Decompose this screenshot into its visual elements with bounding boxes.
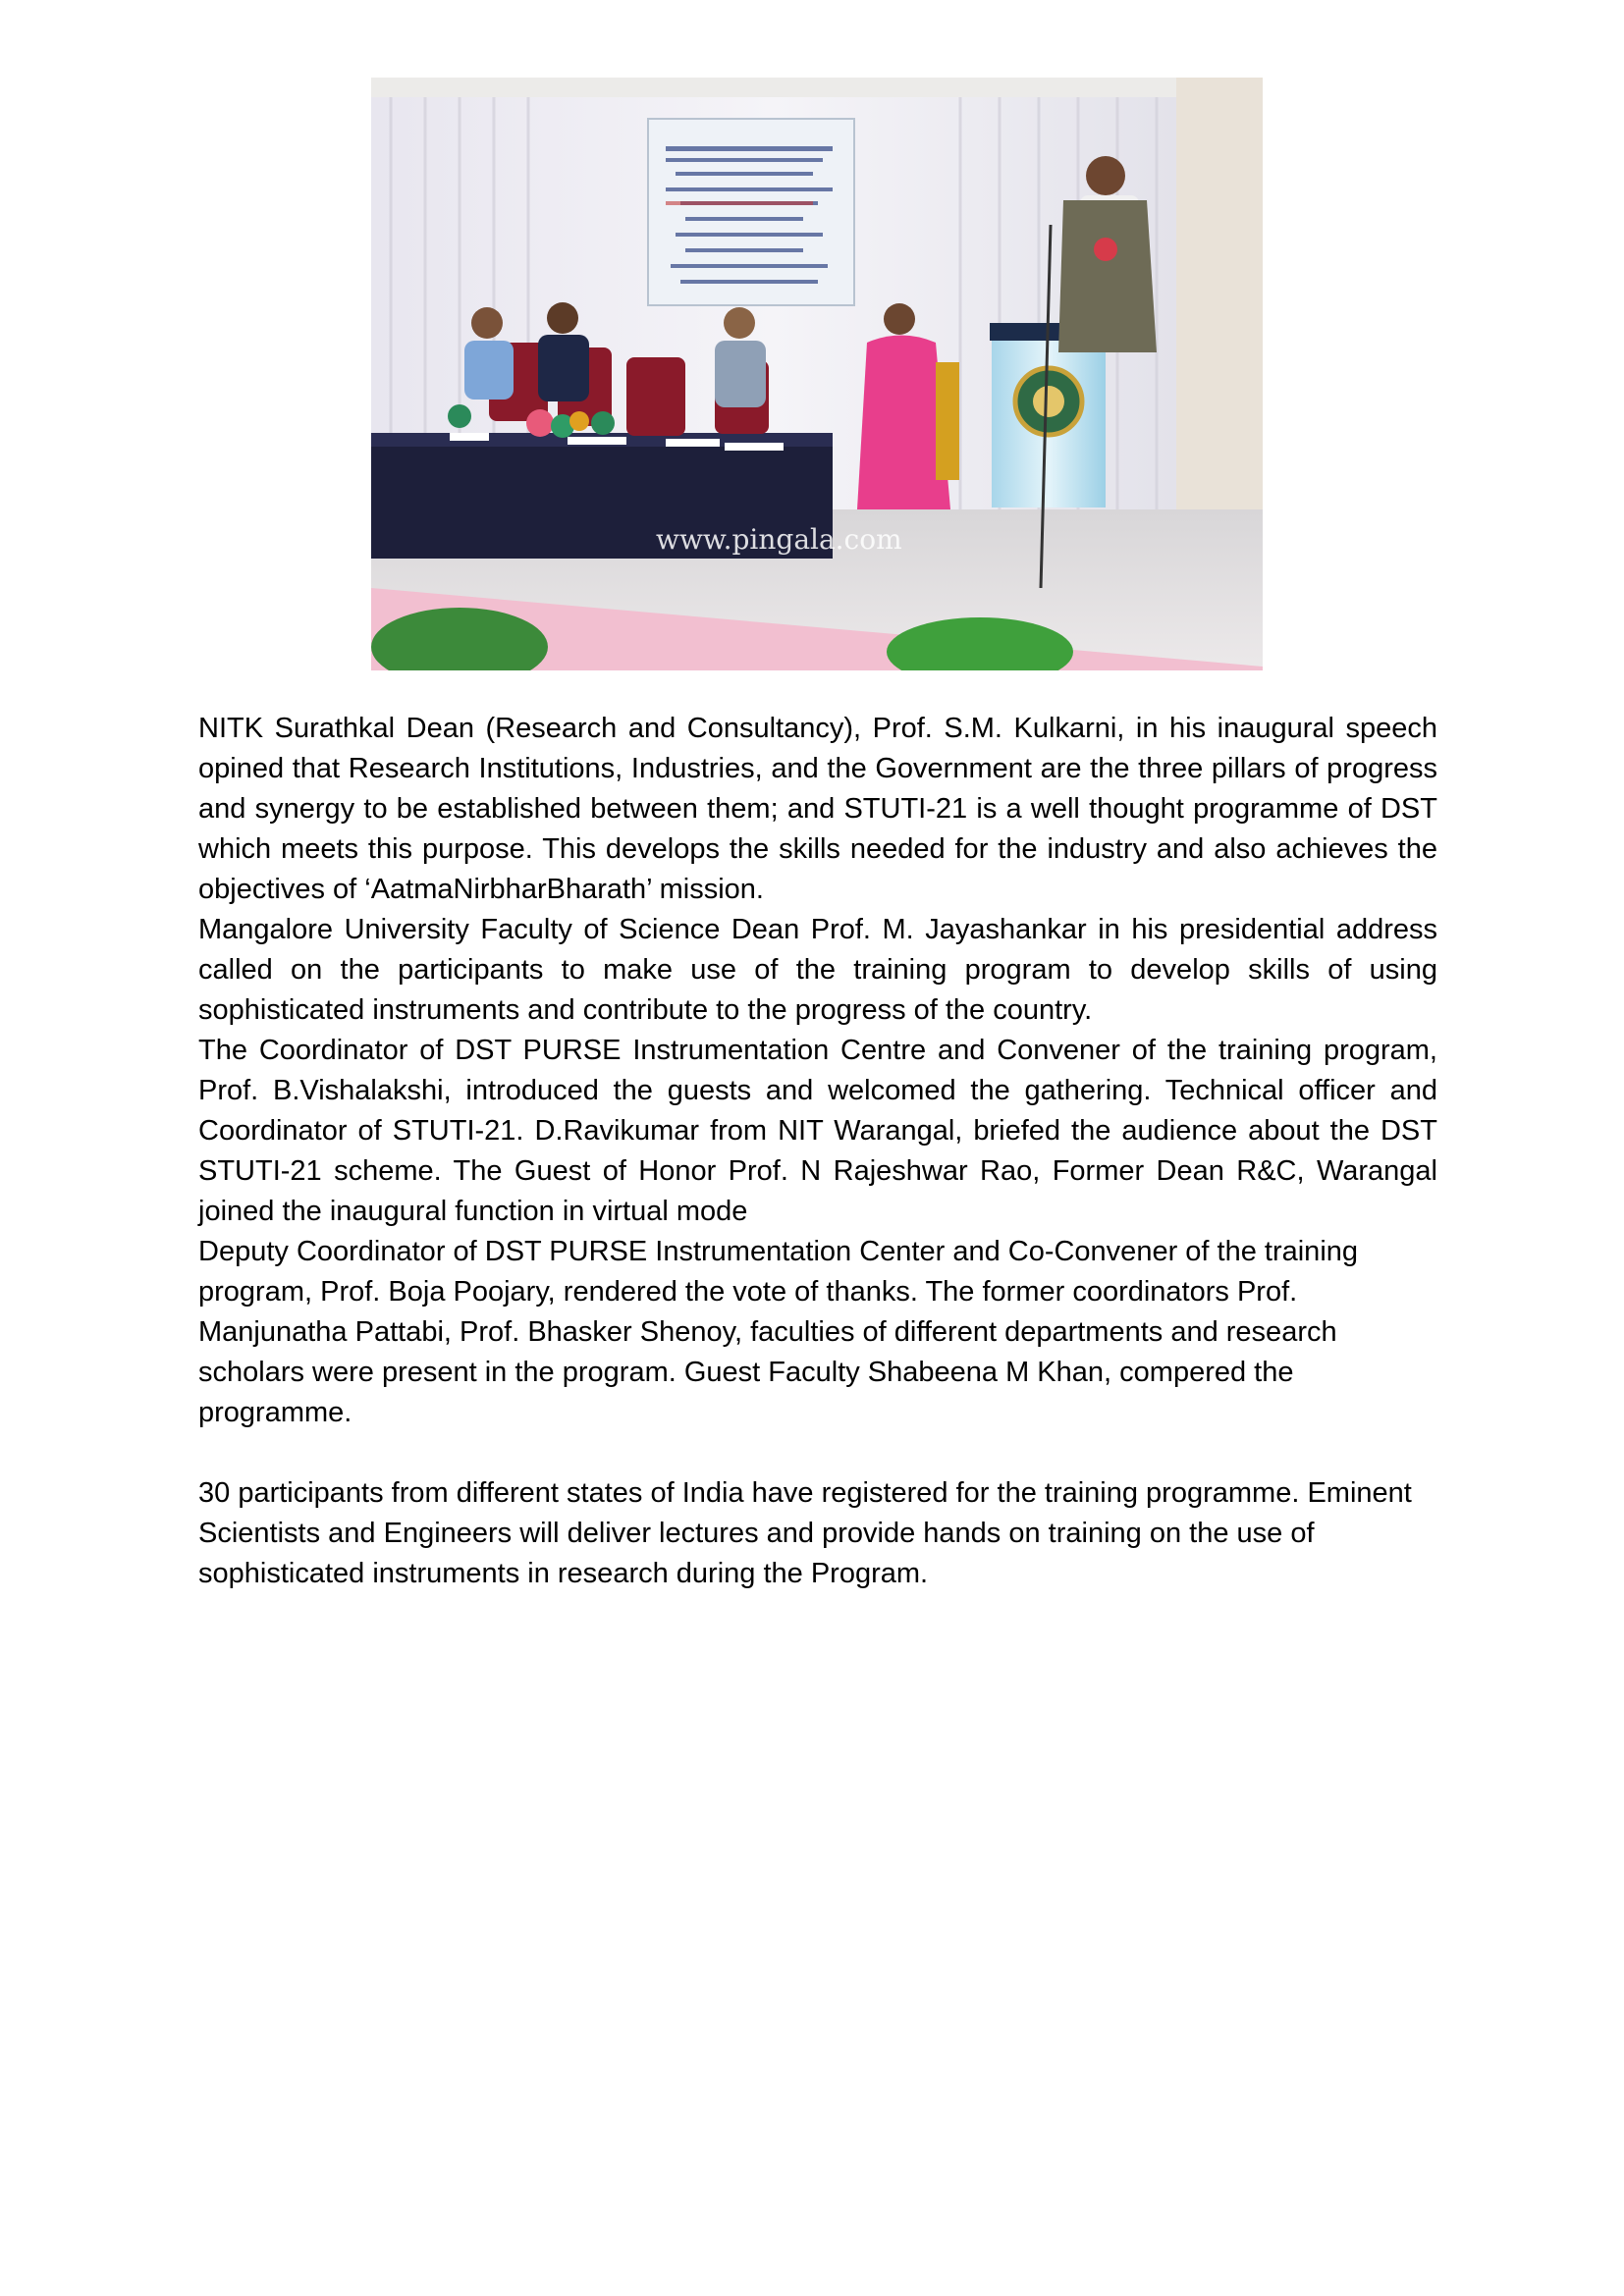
paragraph-welcome-and-scheme: The Coordinator of DST PURSE Instrumentation Centre and Convener of the training program, Prof. B.Vishalakshi, introduced the guests and welcomed the gathering. Technical officer and Coordinator of STUTI-21. D.Ravikumar from NIT Warangal, briefed the audience about the DST STUTI-21 scheme. The Guest of Honor Prof. N Rajeshwar Rao, Former Dean R&C, Warangal joined the inaugural function in virtual mode [198,1035,1437,1227]
paragraph-presidential-address: Mangalore University Faculty of Science Dean Prof. M. Jayashankar in his presidential address called on the participants to make use of the training program to develop skills of using sophisticated instruments and contribute to the progress of the country. [198,914,1437,1026]
paragraph-vote-of-thanks: Deputy Coordinator of DST PURSE Instrumentation Center and Co-Convener of the training program, Prof. Boja Poojary, rendered the vote of thanks. The former coordinators Prof. Manjunatha Pattabi, Prof. Bhasker Shenoy, faculties of different departments and research scholars were present in the program. Guest Faculty Shabeena M Khan, compered the programme. [198,1236,1359,1428]
event-photo-illustration [371,78,1263,670]
event-photo [371,78,1263,670]
photo-watermark: www.pingala.com [656,523,902,556]
article-body [198,709,1437,1594]
paragraph-inaugural-speech: NITK Surathkal Dean (Research and Consultancy), Prof. S.M. Kulkarni, in his inaugural speech opined that Research Institutions, Industries, and the Government are the three pillars of progress and synergy to be established between them; and STUTI-21 is a well thought programme of DST which meets this purpose. This develops the skills needed for the industry and also achieves the objectives of ‘AatmaNirbharBharath’ mission. [198,713,1437,905]
paragraph-participants: 30 participants from different states of India have registered for the training programme. Eminent Scientists and Engineers will deliver lectures and provide hands on training on the use of sophisticated instruments in research during the Program. [198,1477,1412,1589]
paragraph-spacer [198,1433,1437,1473]
